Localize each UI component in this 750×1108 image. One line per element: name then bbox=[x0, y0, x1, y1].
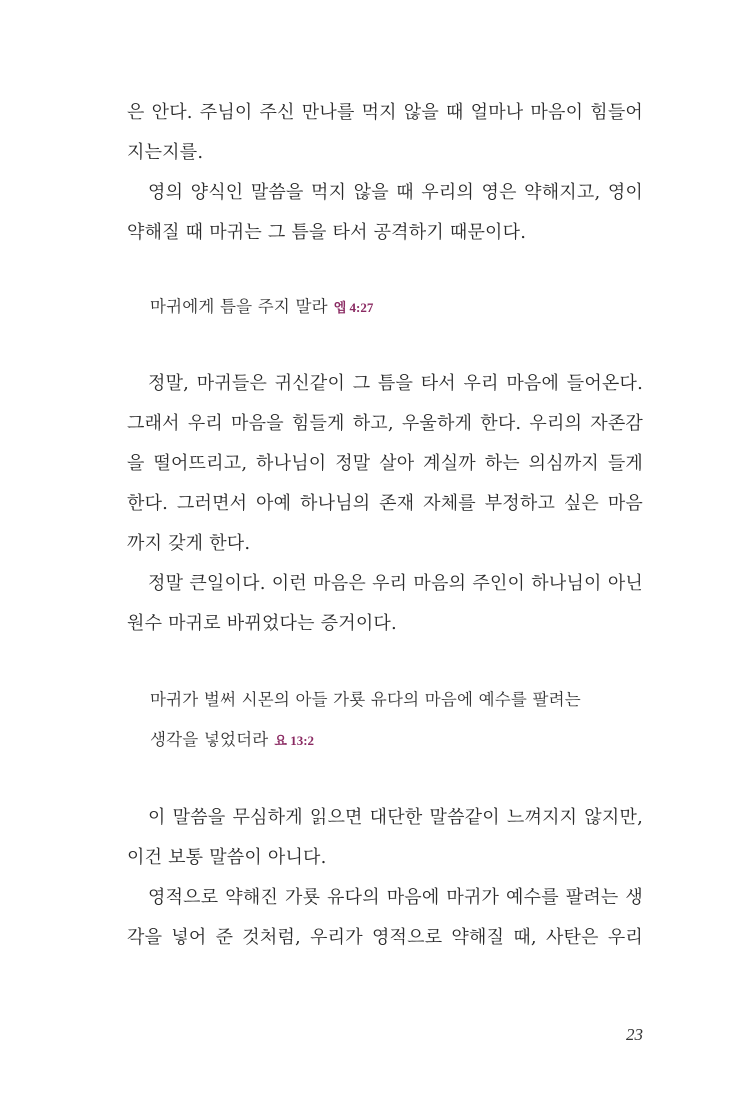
body-text-line: 그래서 우리 마음을 힘들게 하고, 우울하게 한다. 우리의 자존감 bbox=[127, 413, 643, 434]
scripture-quote-text: 생각을 넣었더라 bbox=[150, 730, 269, 749]
scripture-reference: 요 13:2 bbox=[274, 733, 315, 748]
body-text-line: 영의 양식인 말씀을 먹지 않을 때 우리의 영은 약해지고, 영이 bbox=[148, 182, 643, 203]
body-text-line: 정말 큰일이다. 이런 마음은 우리 마음의 주인이 하나님이 아닌 bbox=[148, 573, 643, 594]
scripture-quote bbox=[150, 294, 630, 321]
body-text-line: 약해질 때 마귀는 그 틈을 타서 공격하기 때문이다. bbox=[127, 222, 527, 243]
scripture-reference: 엡 4:27 bbox=[333, 300, 374, 315]
body-text-line: 지는지를. bbox=[127, 142, 204, 163]
body-text-line: 이 말씀을 무심하게 읽으면 대단한 말씀같이 느껴지지 않지만, bbox=[148, 807, 643, 828]
body-text-line: 까지 갖게 한다. bbox=[127, 533, 251, 554]
scripture-quote-line bbox=[150, 727, 630, 754]
body-text-line: 각을 넣어 준 것처럼, 우리가 영적으로 약해질 때, 사탄은 우리 bbox=[127, 927, 643, 948]
body-text-line: 정말, 마귀들은 귀신같이 그 틈을 타서 우리 마음에 들어온다. bbox=[148, 373, 643, 394]
page-number: 23 bbox=[626, 1025, 643, 1044]
body-text-line: 이건 보통 말씀이 아니다. bbox=[127, 847, 327, 868]
scripture-quote-text: 마귀에게 틈을 주지 말라 bbox=[150, 297, 328, 316]
body-text-line: 영적으로 약해진 가룟 유다의 마음에 마귀가 예수를 팔려는 생 bbox=[148, 887, 643, 908]
body-text-line: 원수 마귀로 바뀌었다는 증거이다. bbox=[127, 613, 397, 634]
body-text-line: 을 떨어뜨리고, 하나님이 정말 살아 계실까 하는 의심까지 들게 bbox=[127, 453, 643, 474]
scripture-quote-line: 마귀가 벌써 시몬의 아들 가룟 유다의 마음에 예수를 팔려는 bbox=[150, 690, 581, 709]
body-text-line: 은 안다. 주님이 주신 만나를 먹지 않을 때 얼마나 마음이 힘들어 bbox=[127, 102, 643, 123]
body-text-line: 한다. 그러면서 아예 하나님의 존재 자체를 부정하고 싶은 마음 bbox=[127, 493, 643, 514]
